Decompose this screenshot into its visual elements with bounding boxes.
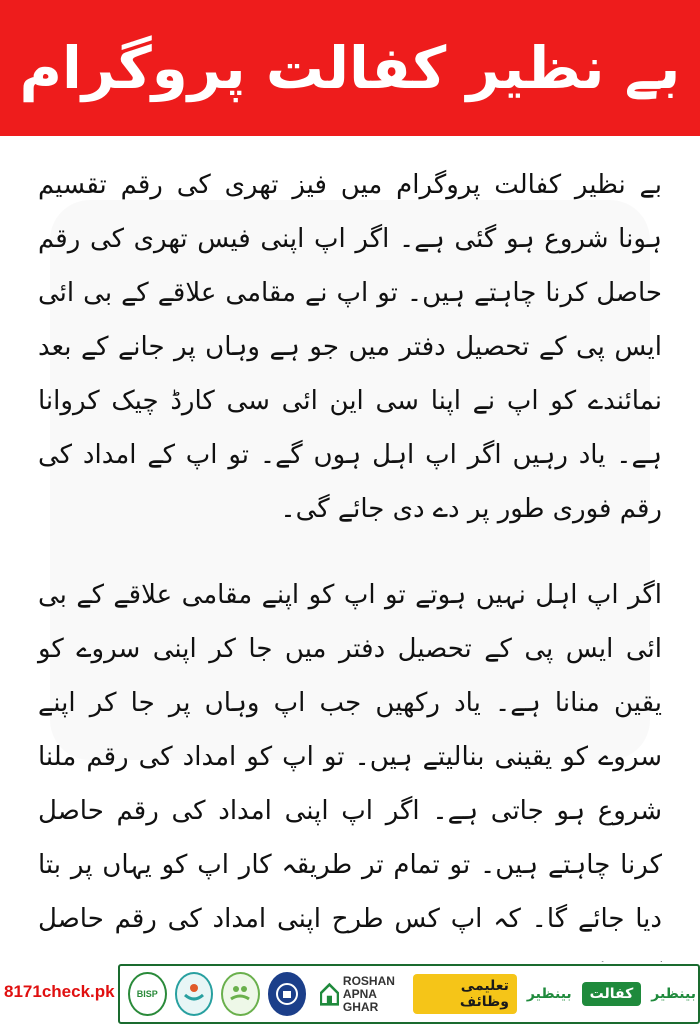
paragraph-2: اگر اپ اہل نہیں ہوتے تو اپ کو اپنے مقامی علاقے کے بی ائی ایس پی کے تحصیل دفتر میں جا کر اپنی سروے کو یقین منانا ہے۔ یاد رکھیں جب اپ وہاں پر جا کر اپنے سروے کو یقینی بنالیتے ہیں۔ تو اپ کو امداد کی رقم ملنا شروع ہو جاتی ہے۔ اگر اپ اپنی امداد کی رقم حاصل کرنا چاہتے ہیں۔ تو تمام تر طریقہ کار اپ کو یہاں پر بتا دیا جائے گا۔ کہ اپ کس طرح اپنی امداد کی رقم حاصل <box>38 580 662 934</box>
partner-logos-strip <box>118 964 700 1024</box>
roshan-apna-ghar-logo <box>320 975 405 1014</box>
roshan-line1: ROSHAN <box>342 973 395 988</box>
government-seal-icon <box>268 972 307 1016</box>
article-body <box>38 158 662 1000</box>
page-title: بے نظیر کفالت پروگرام <box>19 34 681 102</box>
nutrition-logo-icon <box>221 972 260 1016</box>
paragraph-1: بے نظیر کفالت پروگرام میں فیز تھری کی رقم تقسیم ہونا شروع ہو گئی ہے۔ اگر اپ اپنی فیس تھری کی رقم حاصل کرنا چاہتے ہیں۔ تو اپ نے مقامی علاقے کے بی ائی ایس پی کے تحصیل دفتر میں جو ہے وہاں پر جانے کے بعد نمائندے کو اپ نے اپنا سی این ائی سی کارڈ چیک کروانا ہے۔ یاد رہیں اگر اپ اہل ہوں گے۔ تو اپ کے امداد کی رقم فوری طور پر دے دی جائے گی۔ <box>38 170 662 524</box>
header-banner <box>0 0 700 136</box>
site-link[interactable]: 8171check.pk <box>4 982 115 1001</box>
benazir-tag-1: بینظیر <box>526 986 572 1002</box>
bisp-logo-icon <box>128 972 167 1016</box>
benazir-tag-2: بینظیر <box>651 986 696 1002</box>
bisp-label: BISP <box>136 989 158 999</box>
taleemi-wazaif-tag: تعلیمی وظائف <box>413 974 517 1014</box>
health-logo-icon <box>175 972 214 1016</box>
kafaalat-tag: کفالت <box>582 982 642 1006</box>
roshan-line2: APNA GHAR <box>342 986 379 1014</box>
footer-bar <box>0 962 700 1024</box>
house-icon <box>320 981 339 1007</box>
